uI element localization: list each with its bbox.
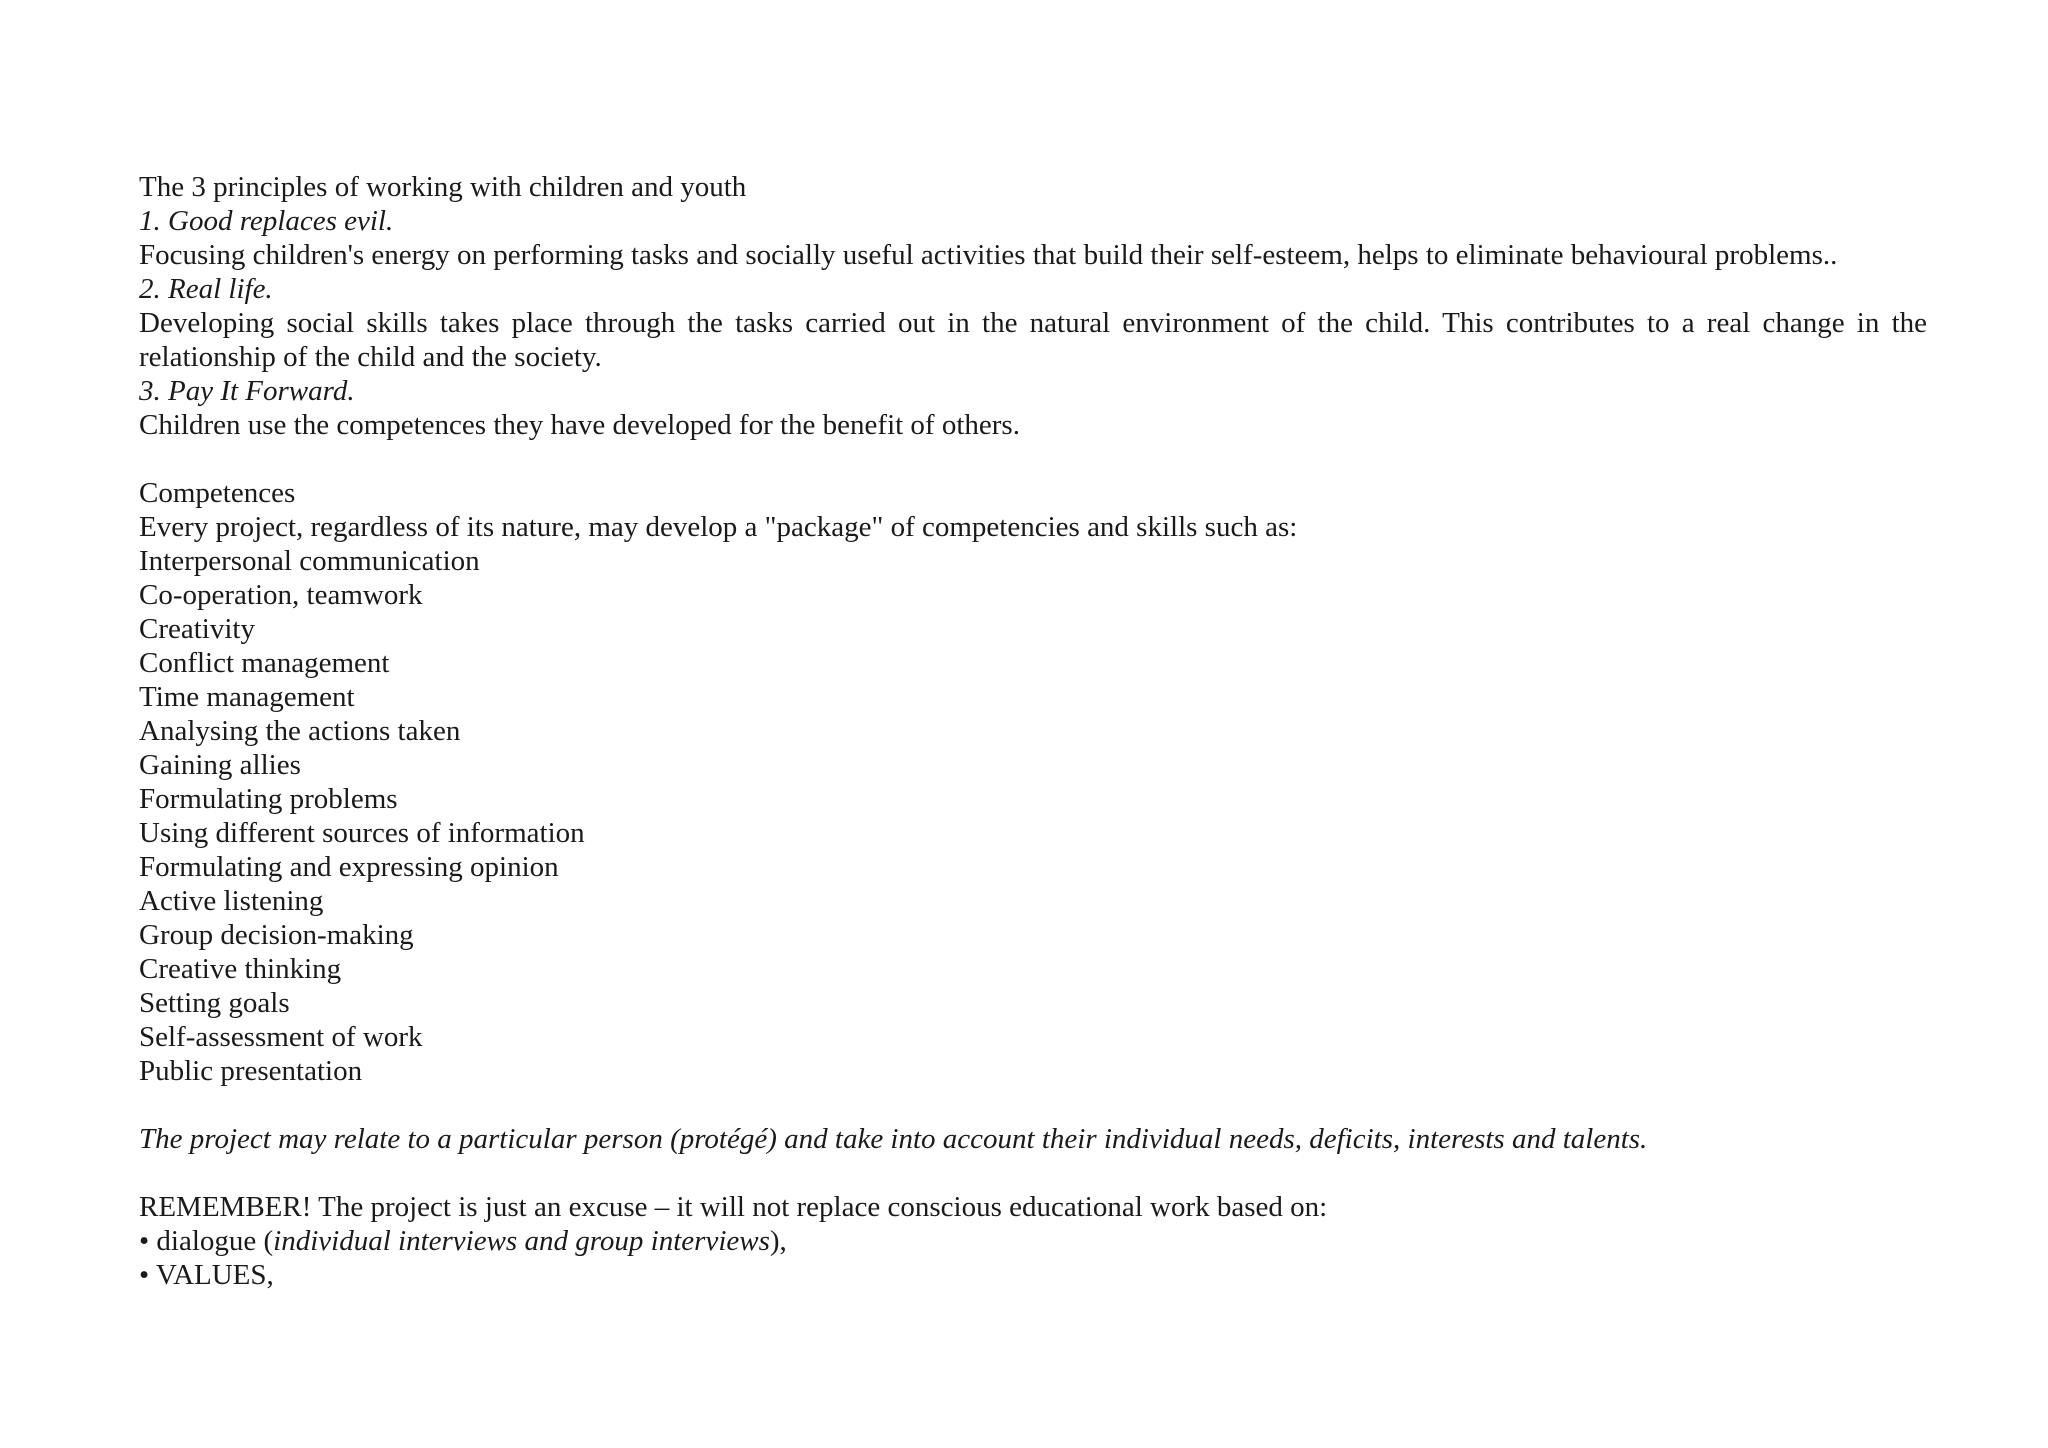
list-item: Time management: [139, 681, 355, 713]
list-item: Creative thinking: [139, 953, 342, 985]
principle-1-text: Focusing children's energy on performing tasks and socially useful activities that build their self-esteem, helps to eliminate behavioural problems..: [139, 239, 1838, 271]
list-item: Creativity: [139, 613, 255, 645]
list-item: Conflict management: [139, 647, 390, 679]
principle-2-text-line2: relationship of the child and the society.: [139, 341, 602, 373]
bullet-dialogue-italic: individual interviews and group interviews: [273, 1225, 770, 1257]
bullet-values: • VALUES,: [139, 1259, 274, 1291]
list-item: Using different sources of information: [139, 817, 585, 849]
list-item: Self-assessment of work: [139, 1021, 423, 1053]
list-item: Formulating problems: [139, 783, 398, 815]
competences-intro: Every project, regardless of its nature, may develop a "package" of competencies and skills such as:: [139, 511, 1298, 543]
list-item: Co-operation, teamwork: [139, 579, 423, 611]
bullet-dialogue-prefix: • dialogue (: [139, 1225, 274, 1257]
list-item: Gaining allies: [139, 749, 301, 781]
list-item: Public presentation: [139, 1055, 363, 1087]
list-item: Group decision-making: [139, 919, 414, 951]
spacer: [139, 442, 1927, 476]
project-note: The project may relate to a particular person (protégé) and take into account their individual needs, deficits, interests and talents.: [139, 1123, 1648, 1155]
principle-3-title: 3. Pay It Forward.: [139, 375, 355, 407]
competences-list: [139, 544, 1927, 1088]
list-item: Analysing the actions taken: [139, 715, 461, 747]
list-item: Setting goals: [139, 987, 290, 1019]
principle-3-text: Children use the competences they have developed for the benefit of others.: [139, 409, 1020, 441]
spacer: [139, 1088, 1927, 1122]
principle-2-title: 2. Real life.: [139, 273, 273, 305]
list-item: Active listening: [139, 885, 324, 917]
bullet-dialogue-suffix: ),: [769, 1225, 787, 1257]
document-page: [139, 170, 1927, 1292]
competences-heading: Competences: [139, 477, 296, 509]
principle-2-text-line1: Developing social skills takes place through the tasks carried out in the natural environment of the child. This contributes to a real change in the: [139, 307, 1927, 339]
list-item: Formulating and expressing opinion: [139, 851, 559, 883]
principles-heading: The 3 principles of working with children and youth: [139, 171, 747, 203]
remember-text: REMEMBER! The project is just an excuse – it will not replace conscious educational work based on:: [139, 1191, 1328, 1223]
bullet-dialogue: [139, 1224, 1927, 1258]
list-item: Interpersonal communication: [139, 545, 480, 577]
spacer: [139, 1156, 1927, 1190]
principle-1-title: 1. Good replaces evil.: [139, 205, 394, 237]
